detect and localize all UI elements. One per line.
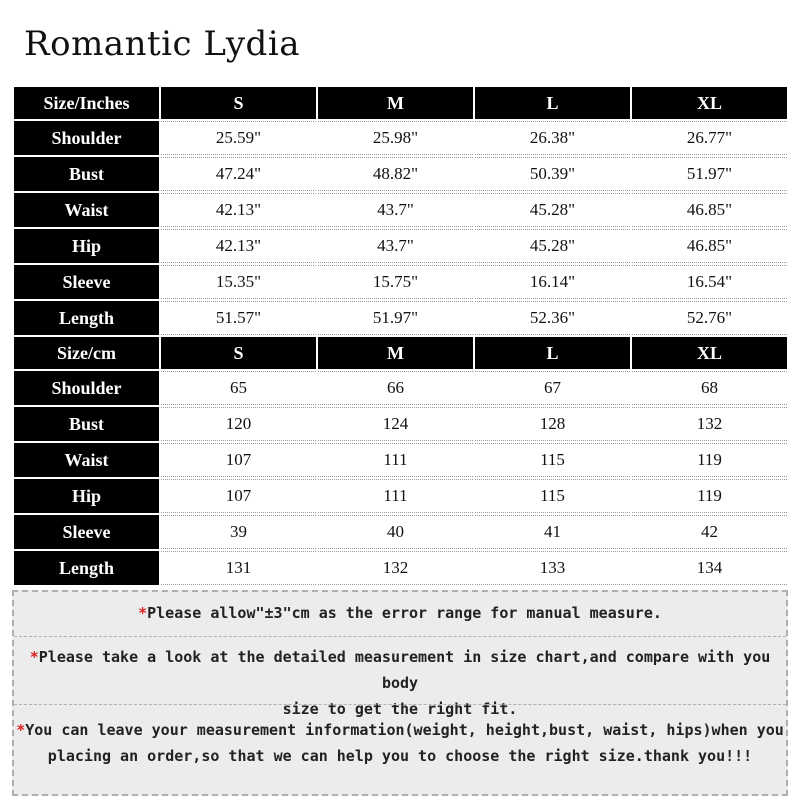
note-star: * xyxy=(138,604,148,622)
measurement-cell: 132 xyxy=(632,407,787,441)
note-divider xyxy=(14,636,786,637)
row-label: Bust xyxy=(14,407,159,441)
table-row xyxy=(14,265,787,299)
measurement-cell: 50.39" xyxy=(475,157,630,191)
row-label: Sleeve xyxy=(14,515,159,549)
table-row xyxy=(14,193,787,227)
size-table-inches xyxy=(12,85,789,337)
measurement-cell: 133 xyxy=(475,551,630,585)
measurement-cell: 107 xyxy=(161,443,316,477)
table-row xyxy=(14,479,787,513)
measurement-cell: 15.75" xyxy=(318,265,473,299)
row-label: Waist xyxy=(14,193,159,227)
measurement-cell: 43.7" xyxy=(318,229,473,263)
row-label: Bust xyxy=(14,157,159,191)
table-header-row xyxy=(14,87,787,119)
measurement-cell: 26.77" xyxy=(632,121,787,155)
measurement-cell: 131 xyxy=(161,551,316,585)
measurement-cell: 107 xyxy=(161,479,316,513)
measurement-cell: 45.28" xyxy=(475,229,630,263)
measurement-cell: 46.85" xyxy=(632,229,787,263)
table-row xyxy=(14,301,787,335)
measurement-cell: 65 xyxy=(161,371,316,405)
measurement-cell: 42 xyxy=(632,515,787,549)
measurement-cell: 52.36" xyxy=(475,301,630,335)
measurement-cell: 26.38" xyxy=(475,121,630,155)
measurement-cell: 25.59" xyxy=(161,121,316,155)
table-header-row xyxy=(14,337,787,369)
measurement-cell: 51.97" xyxy=(632,157,787,191)
measurement-cell: 67 xyxy=(475,371,630,405)
row-label: Shoulder xyxy=(14,121,159,155)
note-leave-measurement xyxy=(14,717,786,769)
measurement-cell: 124 xyxy=(318,407,473,441)
measurement-cell: 16.14" xyxy=(475,265,630,299)
note-star: * xyxy=(16,721,26,739)
row-label: Hip xyxy=(14,479,159,513)
header-corner-label: Size/cm xyxy=(14,337,159,369)
note-divider xyxy=(14,704,786,705)
measurement-cell: 39 xyxy=(161,515,316,549)
measurement-cell: 115 xyxy=(475,443,630,477)
measurement-cell: 48.82" xyxy=(318,157,473,191)
row-label: Length xyxy=(14,551,159,585)
note-text: size to get the right fit. xyxy=(282,700,518,718)
measurement-cell: 51.57" xyxy=(161,301,316,335)
measurement-cell: 66 xyxy=(318,371,473,405)
note-text: Please allow"±3"cm as the error range for manual measure. xyxy=(147,604,662,622)
note-star: * xyxy=(29,648,39,666)
row-label: Hip xyxy=(14,229,159,263)
table-row xyxy=(14,515,787,549)
header-size-m: M xyxy=(318,87,473,119)
header-size-xl: XL xyxy=(632,87,787,119)
header-size-l: L xyxy=(475,87,630,119)
size-table-cm xyxy=(12,335,789,587)
table-row xyxy=(14,229,787,263)
measurement-cell: 41 xyxy=(475,515,630,549)
measurement-cell: 119 xyxy=(632,443,787,477)
row-label: Waist xyxy=(14,443,159,477)
header-size-m: M xyxy=(318,337,473,369)
header-size-s: S xyxy=(161,87,316,119)
header-size-s: S xyxy=(161,337,316,369)
note-text: Please take a look at the detailed measurement in size chart,and compare with you body xyxy=(38,648,771,692)
table-row xyxy=(14,443,787,477)
table-row xyxy=(14,407,787,441)
brand-logo: Romantic Lydia xyxy=(24,24,300,64)
note-text: placing an order,so that we can help you to choose the right size.thank you!!! xyxy=(47,747,753,765)
notes-panel xyxy=(12,590,788,796)
header-size-l: L xyxy=(475,337,630,369)
measurement-cell: 43.7" xyxy=(318,193,473,227)
note-compare-size xyxy=(14,644,786,722)
table-row xyxy=(14,121,787,155)
note-error-range xyxy=(14,600,786,626)
measurement-cell: 132 xyxy=(318,551,473,585)
measurement-cell: 46.85" xyxy=(632,193,787,227)
measurement-cell: 42.13" xyxy=(161,229,316,263)
measurement-cell: 25.98" xyxy=(318,121,473,155)
row-label: Shoulder xyxy=(14,371,159,405)
measurement-cell: 68 xyxy=(632,371,787,405)
measurement-cell: 15.35" xyxy=(161,265,316,299)
measurement-cell: 40 xyxy=(318,515,473,549)
measurement-cell: 111 xyxy=(318,479,473,513)
note-text: You can leave your measurement information(weight, height,bust, waist, hips)when you xyxy=(25,721,784,739)
row-label: Length xyxy=(14,301,159,335)
measurement-cell: 134 xyxy=(632,551,787,585)
header-corner-label: Size/Inches xyxy=(14,87,159,119)
measurement-cell: 111 xyxy=(318,443,473,477)
measurement-cell: 128 xyxy=(475,407,630,441)
measurement-cell: 47.24" xyxy=(161,157,316,191)
table-row xyxy=(14,157,787,191)
measurement-cell: 51.97" xyxy=(318,301,473,335)
measurement-cell: 42.13" xyxy=(161,193,316,227)
measurement-cell: 115 xyxy=(475,479,630,513)
measurement-cell: 52.76" xyxy=(632,301,787,335)
measurement-cell: 16.54" xyxy=(632,265,787,299)
measurement-cell: 119 xyxy=(632,479,787,513)
header-size-xl: XL xyxy=(632,337,787,369)
table-row xyxy=(14,371,787,405)
row-label: Sleeve xyxy=(14,265,159,299)
measurement-cell: 45.28" xyxy=(475,193,630,227)
table-row xyxy=(14,551,787,585)
measurement-cell: 120 xyxy=(161,407,316,441)
